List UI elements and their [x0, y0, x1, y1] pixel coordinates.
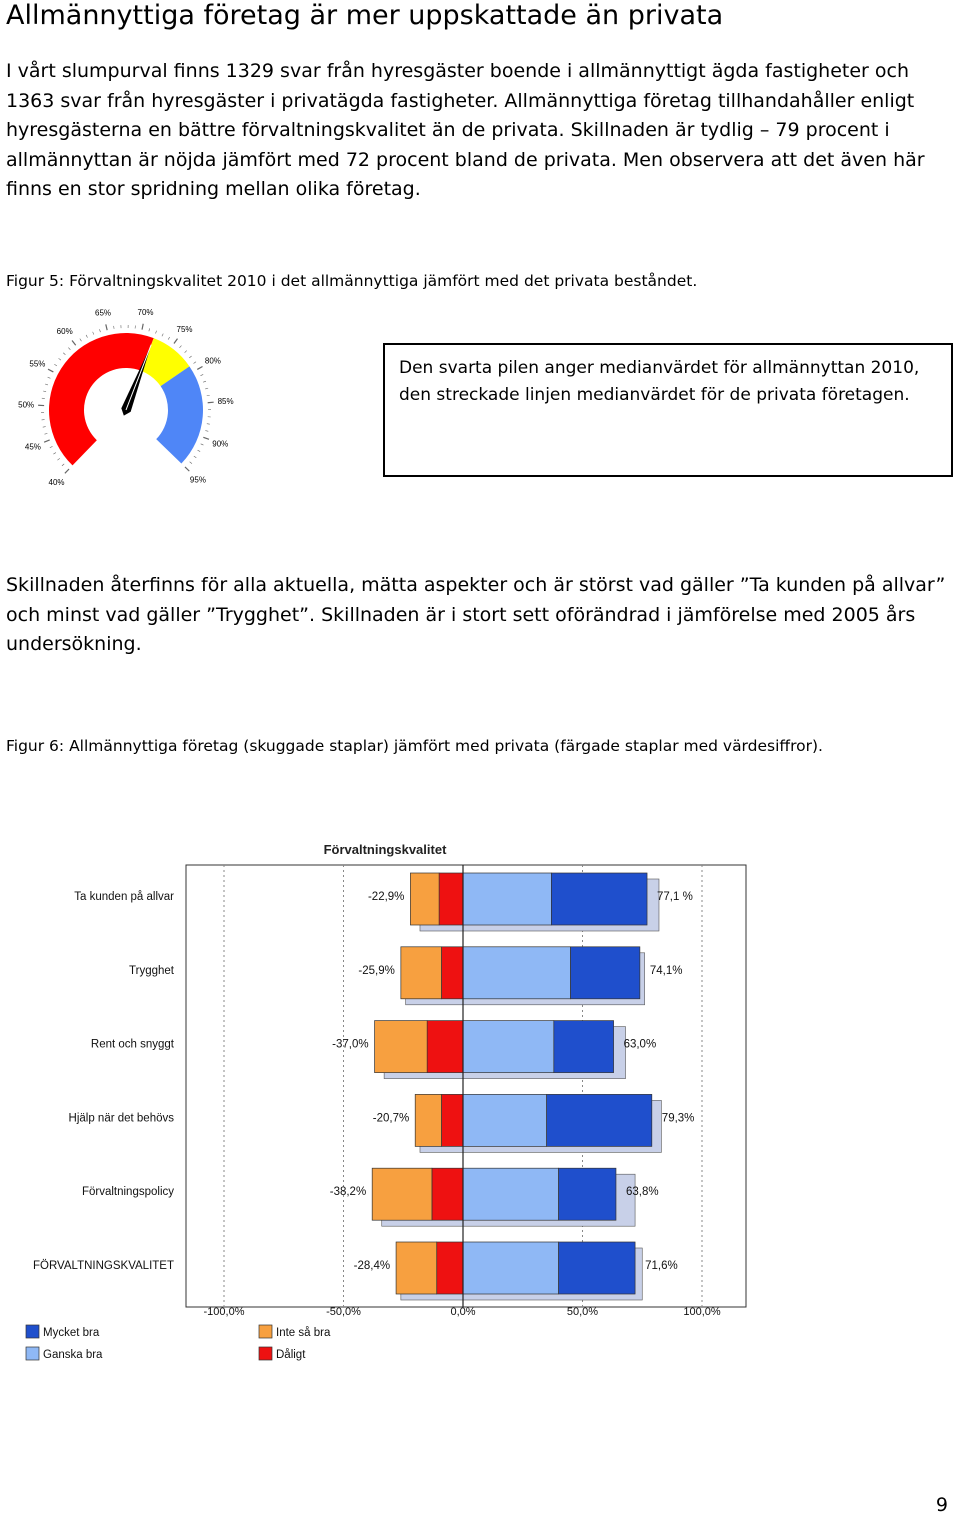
- gauge-tick: [190, 462, 192, 464]
- gauge-tick: [57, 458, 59, 460]
- gauge-tick-label: 65%: [95, 308, 112, 318]
- bar-segment: [441, 947, 463, 999]
- bar-segment: [427, 1021, 463, 1073]
- negative-value-label: -37,0%: [332, 1038, 369, 1051]
- gauge-tick: [205, 388, 208, 389]
- bar-segment: [372, 1168, 432, 1220]
- gauge-tick-label: 60%: [56, 327, 73, 337]
- gauge-tick: [201, 444, 204, 445]
- x-tick-label: 50,0%: [566, 1306, 599, 1318]
- gauge-tick: [99, 329, 100, 332]
- gauge-zone-1: [49, 333, 154, 465]
- gauge-tick: [53, 453, 56, 455]
- gauge-tick: [48, 369, 53, 372]
- negative-value-label: -25,9%: [358, 964, 395, 977]
- bar-segment: [559, 1168, 616, 1220]
- bar-segment: [463, 1094, 547, 1146]
- gauge-tick: [203, 381, 206, 382]
- legend-label: Dåligt: [276, 1349, 306, 1361]
- gauge-tick: [62, 464, 64, 466]
- gauge-tick: [203, 437, 209, 439]
- negative-value-label: -22,9%: [367, 891, 405, 903]
- category-label: FÖRVALTNINGSKVALITET: [32, 1260, 174, 1272]
- quality-gauge: [6, 307, 236, 496]
- gauge-tick: [194, 362, 196, 364]
- gauge-tick: [168, 337, 170, 340]
- gauge-tick: [207, 395, 210, 396]
- page-number: 9: [935, 1494, 948, 1516]
- bar-segment: [463, 1021, 554, 1073]
- bar-segment: [415, 1094, 441, 1146]
- gauge-tick: [106, 324, 107, 330]
- gauge-tick: [208, 402, 214, 403]
- gauge-tick-label: 75%: [176, 324, 193, 334]
- gauge-tick: [194, 456, 196, 458]
- positive-value-label: 74,1%: [649, 964, 683, 977]
- legend-label: Mycket bra: [43, 1327, 100, 1339]
- gauge-tick: [72, 340, 76, 345]
- gauge-tick-label: 90%: [212, 439, 229, 449]
- positive-value-label: 77,1 %: [657, 891, 693, 903]
- gauge-tick: [185, 467, 189, 471]
- gauge-tick-label: 45%: [24, 442, 41, 452]
- gauge-note-box: Den svarta pilen anger medianvärdet för allmännyttan 2010, den streckade linjen medianvärdet för de privata företagen.: [383, 343, 953, 477]
- legend-label: Inte så bra: [276, 1327, 331, 1339]
- gauge-tick: [86, 335, 87, 338]
- figure5-caption: Figur 5: Förvaltningskvalitet 2010 i det allmännyttiga jämfört med det privata beståndet.: [6, 272, 698, 290]
- bar-segment: [551, 873, 647, 925]
- gauge-tick: [149, 328, 150, 331]
- gauge-tick: [189, 356, 191, 358]
- positive-value-label: 71,6%: [645, 1260, 678, 1272]
- bar-segment: [463, 947, 571, 999]
- gauge-tick: [93, 332, 94, 335]
- positive-value-label: 79,3%: [661, 1112, 695, 1125]
- category-label: Rent och snyggt: [90, 1038, 174, 1051]
- gauge-tick-label: 85%: [217, 397, 234, 407]
- difference-paragraph: Skillnaden återfinns för alla aktuella, mätta aspekter och är störst vad gäller ”Ta kunden på allvar” och minst vad gäller ”Trygghet”. Skillnaden är i stort sett oförändrad i jämförelse med 2005 års undersökning.: [6, 574, 946, 655]
- gauge-tick: [48, 377, 51, 378]
- gauge-tick: [59, 358, 61, 360]
- bar-segment: [571, 947, 640, 999]
- bar-segment: [559, 1242, 635, 1294]
- bar-segment: [375, 1021, 428, 1073]
- bar-segment: [463, 1168, 559, 1220]
- gauge-tick-label: 55%: [29, 359, 46, 369]
- intro-paragraph: I vårt slumpurval finns 1329 svar från hyresgäster boende i allmännyttigt ägda fastigheter och 1363 svar från hyresgäster i privatägda fastigheter. Allmännyttiga företag tillhandahåller enligt hyresgästerna en bättre förvaltningskvalitet än de privata. Skillnaden är tydlig – 79 procent i allmännyttan är nöjda jämfört med 72 procent bland de privata. Men observera att det även här finns en stor spridning mellan olika företag.: [6, 60, 925, 200]
- bar-segment: [401, 947, 442, 999]
- management-quality-bar-chart: [0, 825, 960, 1370]
- bar-segment: [547, 1094, 652, 1146]
- gauge-tick: [198, 450, 201, 451]
- legend-swatch: [26, 1347, 39, 1360]
- bar-segment: [439, 873, 463, 925]
- gauge-tick: [68, 348, 70, 350]
- bar-segment: [554, 1021, 614, 1073]
- gauge-tick: [45, 384, 48, 385]
- gauge-tick: [63, 353, 65, 355]
- gauge-tick: [207, 424, 210, 425]
- gauge-tick: [54, 364, 57, 366]
- category-label: Förvaltningspolicy: [81, 1186, 174, 1199]
- positive-value-label: 63,0%: [623, 1038, 657, 1051]
- positive-value-label: 63,8%: [625, 1186, 659, 1199]
- x-tick-label: -100,0%: [203, 1306, 245, 1318]
- x-tick-label: 100,0%: [683, 1306, 721, 1318]
- gauge-tick-label: 40%: [48, 477, 65, 487]
- gauge-tick: [185, 351, 187, 353]
- gauge-tick-label: 80%: [204, 356, 221, 366]
- gauge-tick: [180, 346, 182, 348]
- gauge-tick: [200, 374, 203, 375]
- gauge-tick: [65, 469, 69, 473]
- figure6-caption: Figur 6: Allmännyttiga företag (skuggade staplar) jämfört med privata (färgade staplar med värdesiffror).: [6, 737, 823, 755]
- gauge-tick: [45, 433, 48, 434]
- negative-value-label: -38,2%: [329, 1186, 367, 1199]
- category-label: Hjälp när det behövs: [68, 1112, 174, 1125]
- bar-segment: [437, 1242, 463, 1294]
- category-label: Trygghet: [129, 964, 174, 977]
- bar-segment: [463, 1242, 559, 1294]
- negative-value-label: -20,7%: [372, 1112, 410, 1125]
- negative-value-label: -28,4%: [353, 1260, 391, 1272]
- gauge-tick: [43, 391, 46, 392]
- gauge-tick: [142, 324, 143, 330]
- category-label: Ta kunden på allvar: [74, 891, 174, 903]
- bar-segment: [441, 1094, 463, 1146]
- bar-segment: [396, 1242, 437, 1294]
- gauge-tick: [80, 339, 82, 342]
- legend-swatch: [259, 1347, 272, 1360]
- bar-segment: [463, 873, 551, 925]
- gauge-tick: [44, 440, 50, 442]
- gauge-tick: [174, 339, 178, 344]
- x-tick-label: -50,0%: [326, 1306, 361, 1318]
- gauge-tick-label: 70%: [137, 307, 154, 317]
- legend-swatch: [259, 1325, 272, 1338]
- gauge-tick: [162, 334, 163, 337]
- gauge-tick: [43, 427, 46, 428]
- legend-swatch: [26, 1325, 39, 1338]
- gauge-tick: [50, 446, 53, 447]
- gauge-tick-label: 50%: [18, 400, 35, 410]
- bar-segment: [410, 873, 439, 925]
- x-tick-label: 0,0%: [450, 1306, 476, 1318]
- chart-title: Förvaltningskvalitet: [323, 842, 447, 857]
- gauge-tick-label: 95%: [189, 475, 206, 485]
- legend-label: Ganska bra: [43, 1349, 103, 1361]
- bar-segment: [432, 1168, 463, 1220]
- gauge-tick: [156, 331, 157, 334]
- gauge-tick: [205, 431, 208, 432]
- page-title: Allmännyttiga företag är mer uppskattade än privata: [6, 0, 724, 31]
- gauge-tick: [197, 366, 202, 369]
